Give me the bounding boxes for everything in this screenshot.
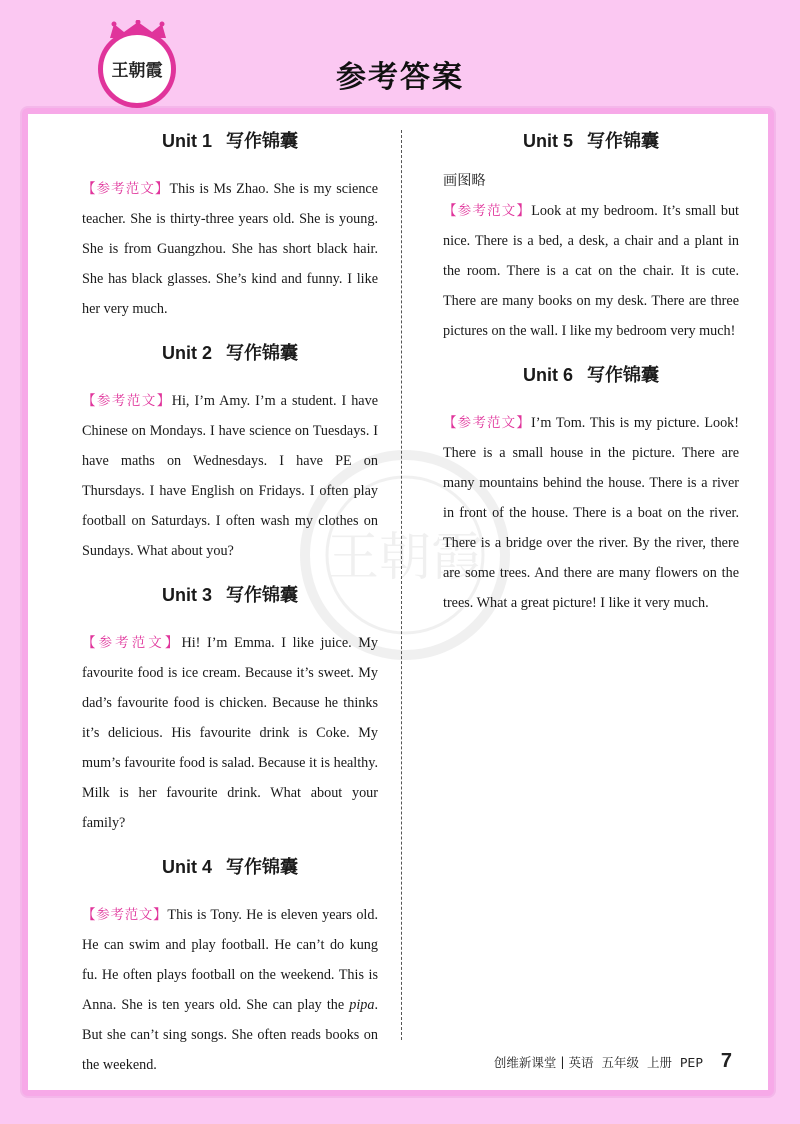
unit-label: Unit 6 xyxy=(522,365,573,385)
section-heading xyxy=(443,360,739,390)
essay-text: Hi! I’m Emma. I like juice. My favourite food is ice cream. Because it’s sweet. My dad’s favourite food is chicken. Because he thinks it’s delicious. His favourite drink is Coke. My mum’s favourite food is salad. Because it is healthy. Milk is her favourite drink. What about your family? xyxy=(82,635,378,831)
essay-italic-word: pipa xyxy=(349,997,375,1013)
unit-label: Unit 5 xyxy=(522,131,573,151)
section-heading xyxy=(443,126,739,156)
essay-text: Hi, I’m Amy. I’m a student. I have Chinese on Mondays. I have science on Tuesdays. I have maths on Wednesdays. I have PE on Thursdays. I have English on Fridays. I often play football on Saturdays. I often wash my clothes on Sundays. What about you? xyxy=(82,393,378,559)
section-heading xyxy=(82,126,378,156)
reference-tag: 【参考范文】 xyxy=(443,203,532,219)
left-column xyxy=(82,126,378,1094)
column-divider xyxy=(401,130,402,1040)
essay-text: This is Tony. He is eleven years old. He can swim and play football. He can’t do kung fu. He often plays football on the weekend. This is Anna. She is ten years old. She can play the xyxy=(82,907,379,1013)
sample-essay xyxy=(82,900,378,1080)
reference-tag: 【参考范文】 xyxy=(82,907,168,923)
series-name: 创维新课堂 xyxy=(493,1054,557,1070)
heading-label: 写作锦囊 xyxy=(226,585,298,605)
page-number: 7 xyxy=(720,1050,732,1072)
reference-tag: 【参考范文】 xyxy=(82,181,170,197)
heading-label: 写作锦囊 xyxy=(226,343,298,363)
section-unit-4 xyxy=(82,852,378,1080)
svg-text:王朝霞: 王朝霞 xyxy=(326,528,484,588)
book-info: 英语 五年级 上册 PEP xyxy=(568,1054,703,1070)
section-unit-3 xyxy=(82,580,378,838)
section-heading xyxy=(82,580,378,610)
heading-label: 写作锦囊 xyxy=(587,365,659,385)
essay-text: This is Ms Zhao. She is my science teacher. She is thirty-three years old. She is young. She is from Guangzhou. She has short black hair. She has black glasses. She’s kind and funny. I like her very much. xyxy=(82,181,379,317)
unit-label: Unit 4 xyxy=(161,857,212,877)
sample-essay xyxy=(443,196,739,346)
section-unit-6 xyxy=(443,360,739,618)
sample-essay xyxy=(82,628,378,838)
section-unit-5 xyxy=(443,126,739,346)
reference-tag: 【参考范文】 xyxy=(443,415,531,431)
section-unit-1 xyxy=(82,126,378,324)
page-footer xyxy=(494,1050,732,1073)
page-title: 参考答案 xyxy=(336,60,464,95)
heading-label: 写作锦囊 xyxy=(587,131,659,151)
footer-separator: | xyxy=(560,1054,565,1069)
heading-label: 写作锦囊 xyxy=(226,131,298,151)
logo-text: 王朝霞 xyxy=(111,61,163,81)
section-heading xyxy=(82,338,378,368)
reference-tag: 【参考范文】 xyxy=(82,393,172,409)
unit-label: Unit 1 xyxy=(161,131,212,151)
unit-label: Unit 3 xyxy=(161,585,212,605)
right-column xyxy=(443,126,739,632)
reference-tag: 【参考范文】 xyxy=(82,635,182,651)
section-unit-2 xyxy=(82,338,378,566)
section-heading xyxy=(82,852,378,882)
essay-text: I’m Tom. This is my picture. Look! There is a small house in the picture. There are many mountains behind the house. There is a river in front of the house. There is a boat on the river. There is a bridge over the river. By the river, there are some trees. And there are many flowers on the trees. What a great picture! I like it very much. xyxy=(443,415,739,611)
unit-label: Unit 2 xyxy=(161,343,212,363)
essay-text: Look at my bedroom. It’s small but nice. There is a bed, a desk, a chair and a plant in the room. There is a cat on the chair. It is cute. There are many books on my desk. There are three pictures on the wall. I like my bedroom very much! xyxy=(443,203,740,339)
drawing-note: 画图略 xyxy=(443,173,486,189)
heading-label: 写作锦囊 xyxy=(226,857,298,877)
sample-essay xyxy=(443,408,739,618)
essay-text: . But she can’t sing songs. She often reads books on the weekend. xyxy=(82,997,378,1073)
sample-essay xyxy=(82,386,378,566)
sample-essay xyxy=(82,174,378,324)
